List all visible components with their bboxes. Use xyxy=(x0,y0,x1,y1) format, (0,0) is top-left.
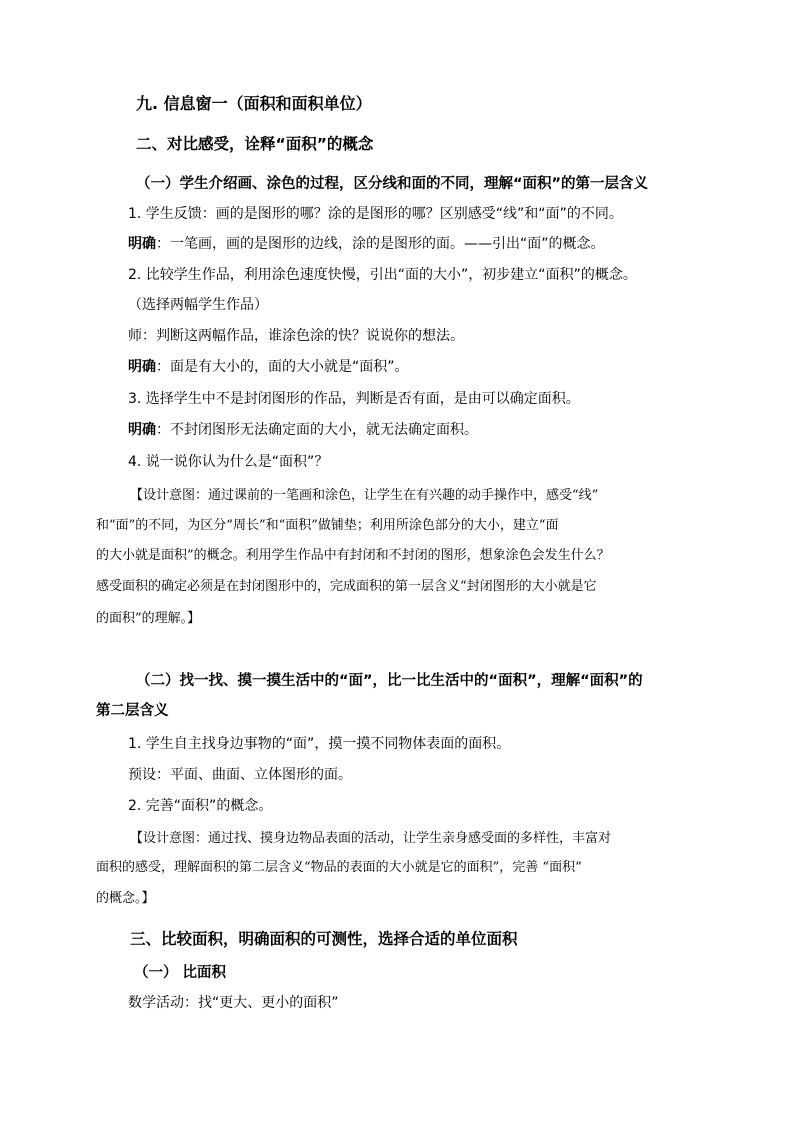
note-line: 面积的感受，理解面积的第二层含义“物品的表面的大小就是它的面积”，完善 “面积” xyxy=(96,860,582,875)
note-line: 和“面”的不同，为区分“周长”和“面积”做铺垫；利用所涂色部分的大小，建立“面 xyxy=(96,518,559,533)
paragraph: 2. 比较学生作品，利用涂色速度快慢，引出“面的大小”，初步建立“面积”的概念。 xyxy=(128,267,637,283)
paragraph: 3. 选择学生中不是封闭图形的作品，判断是否有面，是由可以确定面积。 xyxy=(128,391,580,407)
paragraph: 1. 学生反馈：画的是图形的哪？涂的是图形的哪？区别感受“线”和“面”的不同。 xyxy=(128,206,623,222)
emphasis-label: 明确 xyxy=(128,359,156,375)
paragraph xyxy=(128,234,605,254)
subsection-2-2-heading: （二）找一找、摸一摸生活中的“面”，比一比生活中的“面积”，理解“面积”的 xyxy=(136,673,643,689)
paragraph: 师：判断这两幅作品，谁涂色涂的快？说说你的想法。 xyxy=(128,328,464,344)
paragraph: 4. 说一说你认为什么是“面积”？ xyxy=(128,454,329,470)
section-3-heading: 三、比较面积，明确面积的可测性，选择合适的单位面积 xyxy=(130,930,518,948)
subsection-3-1-heading: （一） 比面积 xyxy=(134,965,227,981)
paragraph: 2. 完善“面积”的概念。 xyxy=(128,798,273,814)
section-2-heading: 二、对比感受，诠释“面积”的概念 xyxy=(136,135,374,153)
paragraph-text: ：面是有大小的，面的大小就是“面积”。 xyxy=(156,359,409,375)
emphasis-label: 明确 xyxy=(128,422,156,438)
paragraph: 数学活动：找“更大、更小的面积” xyxy=(128,995,339,1011)
subsection-2-2-heading-continued: 第二层含义 xyxy=(96,703,169,719)
note-line: 【设计意图：通过课前的一笔画和涂色，让学生在有兴趣的动手操作中，感受“线” xyxy=(130,488,599,503)
paragraph-text: ：一笔画，画的是图形的边线，涂的是图形的面。——引出“面”的概念。 xyxy=(156,236,605,252)
note-line: 【设计意图：通过找、摸身边物品表面的活动，让学生亲身感受面的多样性，丰富对 xyxy=(130,831,612,846)
note-line: 的概念。】 xyxy=(96,891,155,906)
paragraph xyxy=(128,357,409,377)
emphasis-label: 明确 xyxy=(128,236,156,252)
paragraph xyxy=(128,420,478,440)
paragraph: 预设：平面、曲面、立体图形的面。 xyxy=(128,767,352,783)
note-line: 的大小就是面积”的概念。利用学生作品中有封闭和不封闭的图形，想象涂色会发生什么？ xyxy=(96,548,610,563)
subsection-2-1-heading: （一）学生介绍画、涂色的过程，区分线和面的不同，理解“面积”的第一层含义 xyxy=(136,176,649,192)
paragraph: 1. 学生自主找身边事物的“面”，摸一摸不同物体表面的面积。 xyxy=(128,736,511,752)
document-title: 九. 信息窗一（面积和面积单位） xyxy=(136,94,372,113)
paragraph-text: ：不封闭图形无法确定面的大小，就无法确定面积。 xyxy=(156,422,478,438)
note-line: 的面积”的理解。】 xyxy=(96,611,201,626)
paragraph: （选择两幅学生作品） xyxy=(128,297,268,313)
note-line: 感受面积的确定必须是在封闭图形中的，完成面积的第一层含义“封闭图形的大小就是它 xyxy=(96,579,597,594)
